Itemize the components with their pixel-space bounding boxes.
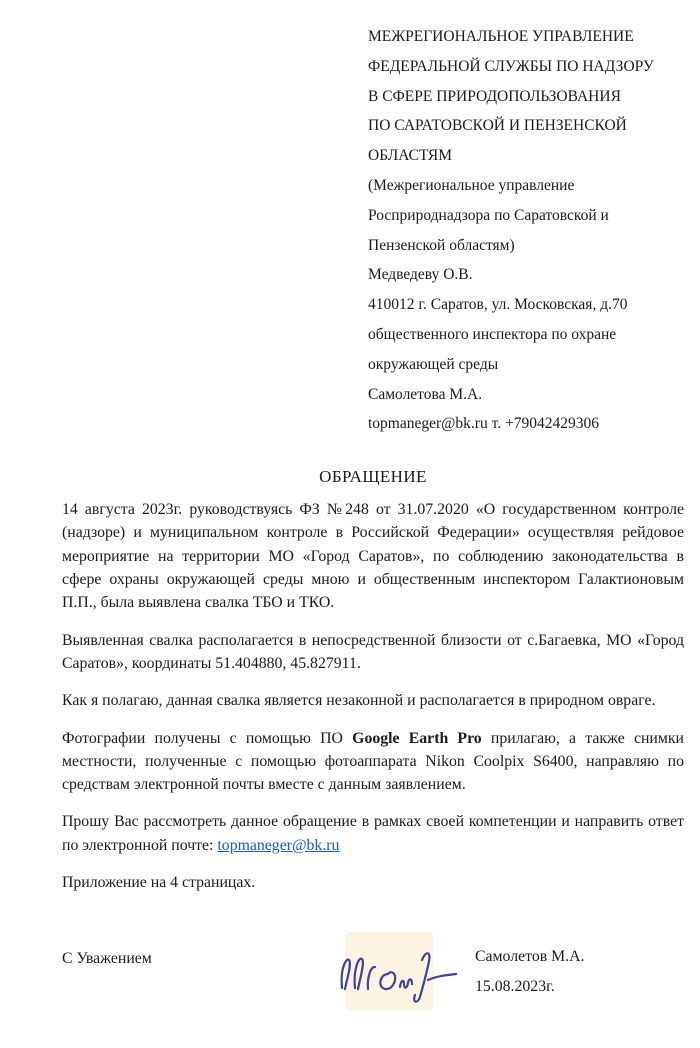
paragraph-photos-pre: Фотографии получены с помощью ПО <box>62 729 353 747</box>
recipient-line: Пензенской областям) <box>368 236 515 254</box>
recipient-line: Росприроднадзора по Саратовской и <box>368 206 609 224</box>
recipient-line: ФЕДЕРАЛЬНОЙ СЛУЖБЫ ПО НАДЗОРУ <box>368 57 654 75</box>
paragraph-opinion: Как я полагаю, данная свалка является незаконной и располагается в природном овраге. <box>62 692 656 710</box>
recipient-line: Самолетова М.А. <box>368 385 483 403</box>
paragraph-incident: 14 августа 2023г. руководствуясь ФЗ №248 от 31.07.2020 «О государственном контроле (надзоре) и муниципальном контроле в Российской Федерации» осуществляя рейдовое мероприятие на территории МО «Город Саратов», по соблюдению законодательства в сфере охраны окружающей среды мною и общественным инспектором Галактионовым П.П., была выявлена свалка ТБО и ТКО. <box>62 501 684 612</box>
recipient-block <box>368 22 692 439</box>
recipient-line: В СФЕРЕ ПРИРОДОПОЛЬЗОВАНИЯ <box>368 87 621 105</box>
signature-row <box>62 928 684 1048</box>
paragraph-photos <box>62 727 684 797</box>
recipient-line: Медведеву О.В. <box>368 266 473 284</box>
google-earth-pro-label: Google Earth Pro <box>352 729 482 747</box>
email-link[interactable]: topmaneger@bk.ru <box>217 836 340 854</box>
closing-text: С Уважением <box>62 950 152 968</box>
signer-block <box>475 942 584 1002</box>
document-body <box>62 498 684 894</box>
signer-name: Самолетов М.А. <box>475 948 585 966</box>
recipient-line: МЕЖРЕГИОНАЛЬНОЕ УПРАВЛЕНИЕ <box>368 28 634 45</box>
paragraph-request <box>62 810 684 857</box>
recipient-line: окружающей среды <box>368 355 499 373</box>
recipient-line: ОБЛАСТЯМ <box>368 147 452 165</box>
recipient-line: 410012 г. Саратов, ул. Московская, д.70 <box>368 296 628 314</box>
recipient-line: (Межрегиональное управление <box>368 176 575 194</box>
paragraph-location: Выявленная свалка располагается в непосредственной близости от с.Багаевка, МО «Город Саратов», координаты 51.404880, 45.827911. <box>62 631 684 672</box>
attachment-note: Приложение на 4 страницах. <box>62 874 256 892</box>
signature-scribble <box>330 934 460 1012</box>
recipient-line: общественного инспектора по охране <box>368 325 617 343</box>
signature-date: 15.08.2023г. <box>475 978 555 996</box>
paragraph-request-pre: Прошу Вас рассмотреть данное обращение в рамках своей компетенции и направить ответ по электронной почте: <box>62 813 684 854</box>
paragraph-photos-post: прилагаю, а также снимки местности, полученные с помощью фотоаппарата Nikon Coolpix S6400, направляю по средствам электронной почты вместе с данным заявлением. <box>62 729 684 794</box>
recipient-line: ПО САРАТОВСКОЙ И ПЕНЗЕНСКОЙ <box>368 117 627 135</box>
document-title: ОБРАЩЕНИЕ <box>319 467 427 487</box>
recipient-line: topmaneger@bk.ru т. +79042429306 <box>368 415 599 433</box>
